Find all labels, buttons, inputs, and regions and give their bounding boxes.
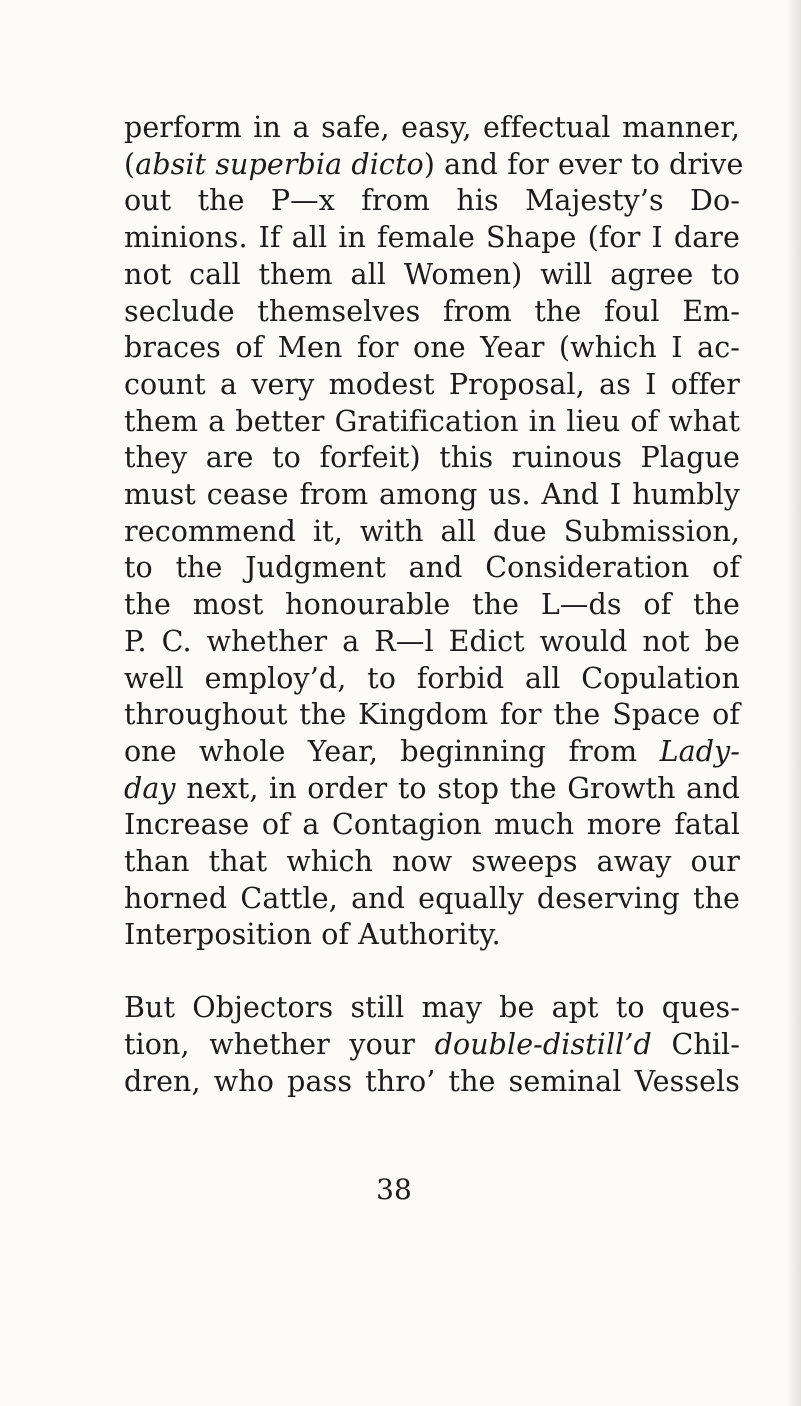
text-line [124,880,740,918]
text-line [124,1063,740,1101]
text-line [124,219,740,257]
italic-phrase: Lady- [659,734,740,768]
text-line [124,513,740,551]
text-line [124,439,740,477]
italic-phrase: day [124,771,176,805]
text-run: them a better Gratification in lieu of what [124,404,740,438]
text-run: they are to forfeit) this ruinous Plague [124,441,740,475]
text-line [124,329,740,367]
text-run: out the P—x from his Majesty’s Do- [124,184,740,218]
text-run: Increase of a Contagion much more fatal [124,808,740,842]
text-line [124,146,744,184]
text-run: braces of Men for one Year (which I ac- [124,331,740,365]
text-run: Interposition of Authority. [124,918,501,952]
text-line [124,586,740,624]
text-run: must cease from among us. And I humbly [124,478,740,511]
text-run: seclude themselves from the foul Em- [124,294,740,328]
text-run: than that which now sweeps away our [124,845,740,878]
text-run: dren, who pass thro’ the seminal Vessels [124,1064,740,1098]
text-line [124,256,740,294]
text-line [124,989,740,1027]
text-run: minions. If all in female Shape (for I dare [124,221,740,255]
text-line [124,476,740,514]
text-run: count a very modest Proposal, as I offer [124,367,740,401]
text-run: perform in a safe, easy, effectual manner, [124,111,740,144]
text-run: not call them all Women) will agree to [124,257,740,291]
text-run: throughout the Kingdom for the Space of [124,698,740,732]
text-run: one whole Year, beginning from [124,734,660,768]
text-run: ( [124,147,136,181]
text-line [124,1026,740,1064]
text-run: the most honourable the L—ds of the [124,588,740,622]
page-number: 38 [376,1173,412,1206]
text-line [124,806,740,844]
text-line [124,660,740,698]
text-line [124,843,740,881]
italic-phrase: absit superbia dicto [135,147,424,181]
text-run: But Objectors still may be apt to ques- [124,991,740,1025]
text-run: ) and for ever to drive [423,147,744,181]
text-line [124,109,740,147]
text-line [124,403,740,441]
text-line [124,182,740,220]
text-line [124,733,740,771]
text-run: P. C. whether a R—l Edict would not be [124,624,740,658]
text-line [124,916,740,954]
text-line [124,623,740,661]
text-run: next, in order to stop the Growth and [175,771,740,805]
italic-phrase: double-distill’d [434,1027,652,1061]
text-line [124,366,740,404]
text-run: to the Judgment and Consideration of [124,551,740,585]
text-line [124,549,740,587]
text-line [124,770,740,808]
text-run: horned Cattle, and equally deserving the [124,881,740,915]
text-run: well employ’d, to forbid all Copulation [124,661,740,695]
text-line [124,293,740,331]
text-run: recommend it, with all due Submission, [124,514,740,548]
text-line [124,696,740,734]
text-run: Chil- [651,1027,740,1061]
text-run: tion, whether your [124,1027,435,1061]
